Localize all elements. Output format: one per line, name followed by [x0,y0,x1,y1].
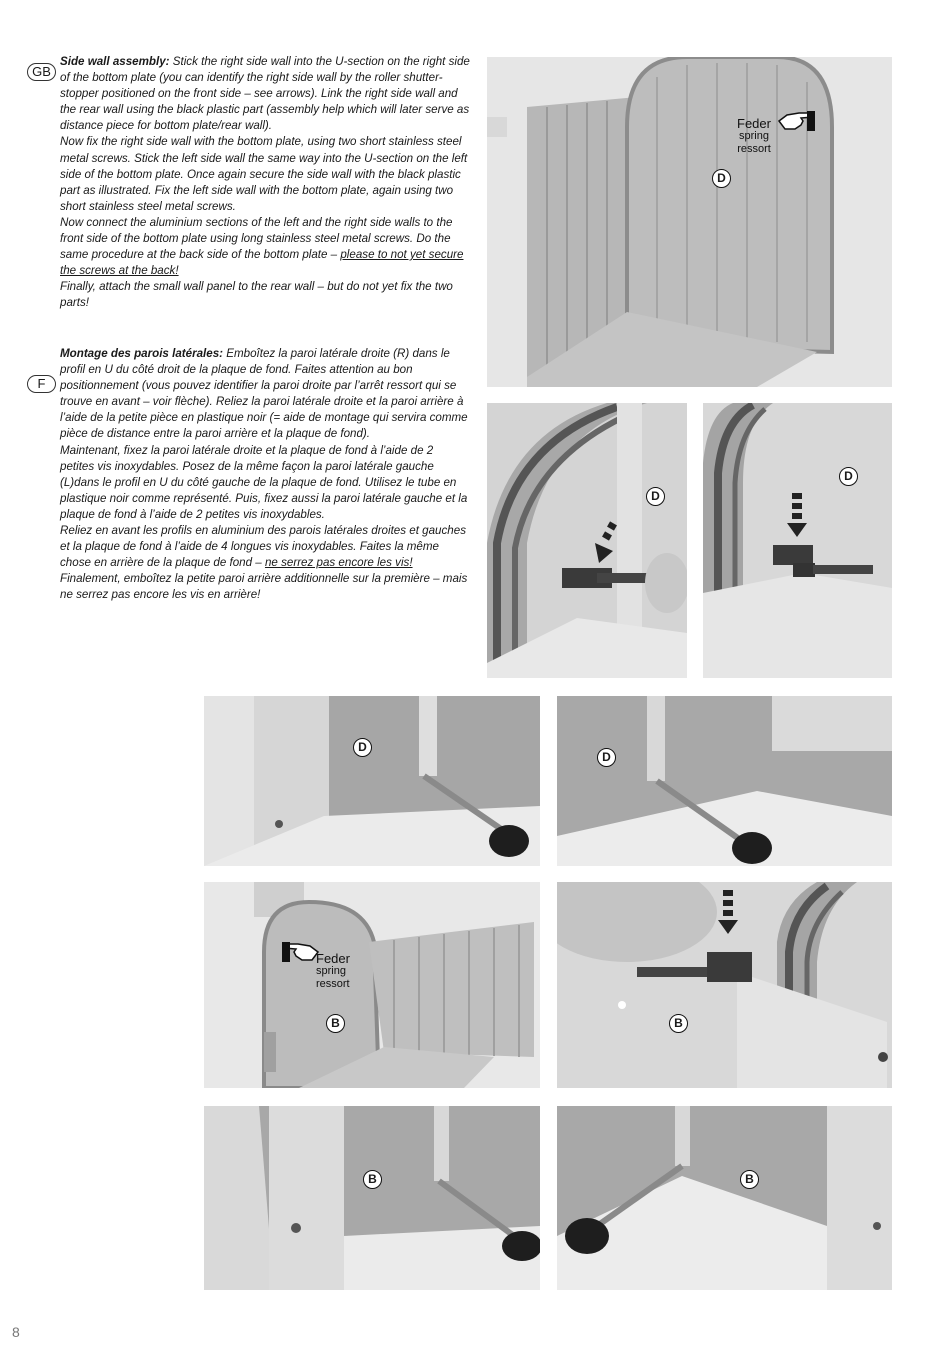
french-intro: Emboîtez la paroi latérale droite (R) dans le profil en U du côté droit de la plaque de fond. Faites attention au bon positionnement (vous pouvez identifier la paroi droite par l’arrêt ressort qui se trouve en avant – voir flèche). Reliez la paroi latérale droite et la paroi arrière à l’aide de la petite pièce en plastique noir (= aide de montage qui servira comme pièce de distance entre la paroi arrière et la plaque de fond). [60,347,468,441]
photo-screw-front-right [557,696,892,866]
english-heading: Side wall assembly: [60,55,170,68]
spring-callout-bottom-line1: Feder [316,951,350,966]
french-paragraph-4: Finalement, emboîtez la petite paroi arrière additionnelle sur la première – mais ne serrez pas encore les vis en arrière! [60,572,468,602]
english-intro: Stick the right side wall into the U-section on the right side of the bottom plate (you can identify the right side wall by the roller shutter-stopper positioned on the front side – see arrows). Link the right side wall and the rear wall using the black plastic part (assembly help which will later serve as distance piece for bottom plate/rear wall). [60,55,470,133]
instructions-french [60,346,470,604]
photo-clip-insert-left [487,403,687,678]
pointing-hand-icon [777,109,817,133]
photo-screw-back-right-drawing [557,1106,892,1290]
english-p3-text: Now connect the aluminium sections of the left and the right side walls to the front side of the bottom plate using long stainless steel metal screws. Do the same procedure at the back side of the bottom plate – [60,215,453,262]
spring-callout-top-line1: Feder [737,116,771,131]
french-paragraph-2: Maintenant, fixez la paroi latérale droite et la plaque de fond à l’aide de 2 petites vis inoxydables. Posez de la même façon la paroi latérale gauche (L)dans le profil en U du côté gauche de la plaque de fond. Utilisez le tube en plastique noir comme représenté. Puis, fixez aussi la paroi latérale gauche et la plaque de fond à l’aide de 2 petites vis inoxydables. [60,443,468,521]
photo-clip-left-wall [557,882,892,1088]
english-p3-warning: please to not yet secure the screws at the back! [60,248,464,278]
spring-callout-bottom-line3: ressort [316,978,350,990]
french-p3-text: Reliez en avant les profils en aluminium des parois latérales droites et gauches et la plaque de fond à l’aide de 4 longues vis inoxydables. Faites la même chose en arrière de la plaque de fond – [60,524,466,570]
photo-screw-back-left [204,1106,540,1290]
marker-photo-4: D [353,738,372,757]
marker-photo-3: D [839,467,858,486]
spring-callout-top-line3: ressort [737,143,771,155]
photo-side-wall-assembly-drawing [487,57,892,387]
photo-clip-insert-right-drawing [703,403,892,678]
marker-photo-1: D [712,169,731,188]
french-p3-warning: ne serrez pas encore les vis! [264,556,413,570]
pointing-hand-icon-bottom [280,940,320,964]
language-badge-gb: GB [27,63,56,81]
spring-callout-top [733,117,775,156]
photo-screw-front-left [204,696,540,866]
english-paragraph-1 [60,54,470,134]
photo-clip-left-wall-drawing [557,882,892,1088]
french-paragraph-1 [60,346,470,443]
marker-photo-2: D [646,487,665,506]
spring-callout-bottom [316,952,358,991]
marker-photo-8: B [363,1170,382,1189]
photo-screw-back-left-drawing [204,1106,540,1290]
marker-photo-5: D [597,748,616,767]
english-paragraph-3 [60,215,470,279]
photo-left-wall-spring-drawing [204,882,540,1088]
marker-photo-7: B [669,1014,688,1033]
page-number: 8 [12,1324,20,1340]
language-badge-f: F [27,375,56,393]
instructions-english [60,54,470,312]
photo-screw-front-right-drawing [557,696,892,866]
english-paragraph-4: Finally, attach the small wall panel to the rear wall – but do not yet fix the two parts! [60,280,453,310]
marker-photo-9: B [740,1170,759,1189]
photo-left-wall-spring [204,882,540,1088]
photo-screw-front-left-drawing [204,696,540,866]
french-heading: Montage des parois latérales: [60,347,224,360]
photo-screw-back-right [557,1106,892,1290]
spring-callout-top-line2: spring [739,130,769,142]
photo-clip-insert-left-drawing [487,403,687,678]
french-paragraph-3 [60,523,470,571]
english-paragraph-2: Now fix the right side wall with the bottom plate, using two short stainless steel metal screws. Stick the left side wall the same way into the U-section on the left side of the bottom plate. Once again secure the side wall with the black plastic part as illustrated. Fix the left side wall with the bottom plate, again using two short stainless steel metal screws. [60,135,468,213]
photo-clip-insert-right [703,403,892,678]
marker-photo-6: B [326,1014,345,1033]
photo-side-wall-assembly [487,57,892,387]
spring-callout-bottom-line2: spring [316,965,346,977]
